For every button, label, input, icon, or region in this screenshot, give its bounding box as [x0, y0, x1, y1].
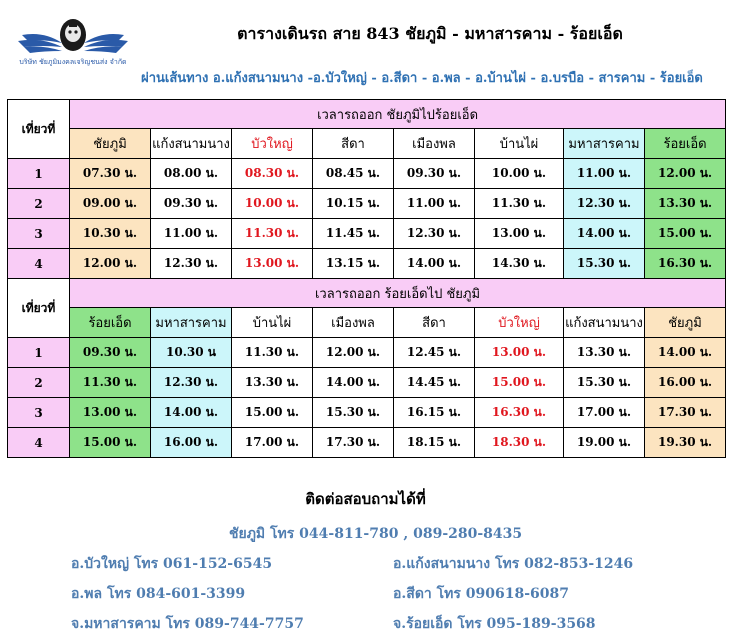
time-cell: 14.00 น. [645, 338, 726, 368]
time-cell: 15.00 น. [232, 398, 313, 428]
table-row [8, 368, 726, 398]
trip-number: 2 [8, 368, 70, 398]
table-row [8, 189, 726, 219]
time-cell: 08.45 น. [313, 159, 394, 189]
time-cell: 18.30 น. [475, 428, 564, 458]
stop-header: แก้งสนามนาง [564, 308, 645, 338]
trip-number: 4 [8, 428, 70, 458]
contact-left-3: จ.มหาสารคาม โทร 089-744-7757 [71, 616, 304, 632]
time-cell: 13.00 น. [232, 249, 313, 279]
stop-header: ชัยภูมิ [70, 129, 151, 159]
time-cell: 16.00 น. [151, 428, 232, 458]
trip-number: 1 [8, 159, 70, 189]
time-cell: 15.00 น. [70, 428, 151, 458]
time-cell: 15.30 น. [564, 368, 645, 398]
contact-main-phone: ชัยภูมิ โทร 044-811-780 , 089-280-8435 [229, 526, 523, 542]
table-row [8, 159, 726, 189]
time-cell: 11.30 น. [232, 219, 313, 249]
schedule-table [7, 99, 726, 458]
time-cell: 13.30 น. [232, 368, 313, 398]
time-cell: 11.00 น. [394, 189, 475, 219]
time-cell: 10.00 น. [475, 159, 564, 189]
time-cell: 10.30 น. [70, 219, 151, 249]
time-cell: 09.00 น. [70, 189, 151, 219]
time-cell: 19.00 น. [564, 428, 645, 458]
time-cell: 14.00 น. [313, 368, 394, 398]
time-cell: 12.00 น. [70, 249, 151, 279]
time-cell: 12.30 น. [151, 368, 232, 398]
time-cell: 14.30 น. [475, 249, 564, 279]
stop-header: บ้านไผ่ [475, 129, 564, 159]
time-cell: 17.30 น. [645, 398, 726, 428]
time-cell: 15.00 น. [645, 219, 726, 249]
time-cell: 10.30 น [151, 338, 232, 368]
time-cell: 14.45 น. [394, 368, 475, 398]
time-cell: 12.30 น. [394, 219, 475, 249]
time-cell: 13.00 น. [475, 219, 564, 249]
time-cell: 12.45 น. [394, 338, 475, 368]
outbound-heading: เวลารถออก ชัยภูมิไปร้อยเอ็ด [70, 100, 726, 129]
time-cell: 09.30 น. [151, 189, 232, 219]
contact-left-1: อ.บัวใหญ่ โทร 061-152-6545 [71, 556, 273, 572]
stop-header: แก้งสนามนาง [151, 129, 232, 159]
contact-left-2: อ.พล โทร 084-601-3399 [71, 586, 246, 602]
time-cell: 13.00 น. [475, 338, 564, 368]
table-row [8, 249, 726, 279]
stop-header: บัวใหญ่ [232, 129, 313, 159]
trip-number: 3 [8, 398, 70, 428]
stop-header: ร้อยเอ็ด [70, 308, 151, 338]
time-cell: 12.00 น. [645, 159, 726, 189]
time-cell: 08.30 น. [232, 159, 313, 189]
contact-right-1: อ.แก้งสนามนาง โทร 082-853-1246 [393, 556, 634, 572]
table-row [8, 219, 726, 249]
company-name-logo-text: บริษัท ชัยภูมิมงคลเจริญชนส่ง จำกัด [19, 58, 127, 66]
time-cell: 14.00 น. [564, 219, 645, 249]
time-cell: 17.00 น. [232, 428, 313, 458]
stop-header: สีดา [394, 308, 475, 338]
trip-column-header: เที่ยวที่ [8, 100, 70, 159]
stop-header: บัวใหญ่ [475, 308, 564, 338]
time-cell: 13.30 น. [645, 189, 726, 219]
time-cell: 07.30 น. [70, 159, 151, 189]
time-cell: 09.30 น. [70, 338, 151, 368]
time-cell: 11.30 น. [70, 368, 151, 398]
stop-header: มหาสารคาม [151, 308, 232, 338]
time-cell: 10.00 น. [232, 189, 313, 219]
time-cell: 12.30 น. [151, 249, 232, 279]
stop-header: ร้อยเอ็ด [645, 129, 726, 159]
table-row [8, 338, 726, 368]
time-cell: 11.45 น. [313, 219, 394, 249]
trip-number: 1 [8, 338, 70, 368]
stop-header: เมืองพล [394, 129, 475, 159]
time-cell: 11.00 น. [564, 159, 645, 189]
time-cell: 19.30 น. [645, 428, 726, 458]
time-cell: 18.15 น. [394, 428, 475, 458]
route-description: ผ่านเส้นทาง อ.แก้งสนามนาง -อ.บัวใหญ่ - อ.สีดา - อ.พล - อ.บ้านไผ่ - อ.บรบือ - สารคาม - ร้อยเอ็ด [141, 71, 703, 86]
time-cell: 11.00 น. [151, 219, 232, 249]
time-cell: 13.15 น. [313, 249, 394, 279]
time-cell: 16.30 น. [475, 398, 564, 428]
time-cell: 14.00 น. [394, 249, 475, 279]
contact-right-3: จ.ร้อยเอ็ด โทร 095-189-3568 [393, 616, 596, 632]
contact-heading: ติดต่อสอบถามได้ที่ [305, 490, 426, 508]
time-cell: 12.30 น. [564, 189, 645, 219]
time-cell: 15.30 น. [313, 398, 394, 428]
time-cell: 16.30 น. [645, 249, 726, 279]
time-cell: 16.00 น. [645, 368, 726, 398]
stop-header: บ้านไผ่ [232, 308, 313, 338]
inbound-heading: เวลารถออก ร้อยเอ็ดไป ชัยภูมิ [70, 279, 726, 308]
trip-number: 3 [8, 219, 70, 249]
stop-header: เมืองพล [313, 308, 394, 338]
time-cell: 12.00 น. [313, 338, 394, 368]
time-cell: 13.30 น. [564, 338, 645, 368]
contact-right-2: อ.สีดา โทร 090618-6087 [393, 586, 570, 602]
time-cell: 11.30 น. [232, 338, 313, 368]
page-title: ตารางเดินรถ สาย 843 ชัยภูมิ - มหาสารคาม - ร้อยเอ็ด [237, 24, 623, 43]
time-cell: 11.30 น. [475, 189, 564, 219]
time-cell: 15.30 น. [564, 249, 645, 279]
time-cell: 17.30 น. [313, 428, 394, 458]
time-cell: 13.00 น. [70, 398, 151, 428]
stop-header: มหาสารคาม [564, 129, 645, 159]
stop-header: ชัยภูมิ [645, 308, 726, 338]
time-cell: 15.00 น. [475, 368, 564, 398]
time-cell: 16.15 น. [394, 398, 475, 428]
trip-column-header: เที่ยวที่ [8, 279, 70, 338]
company-logo [14, 13, 132, 71]
time-cell: 10.15 น. [313, 189, 394, 219]
stop-header: สีดา [313, 129, 394, 159]
time-cell: 08.00 น. [151, 159, 232, 189]
trip-number: 4 [8, 249, 70, 279]
trip-number: 2 [8, 189, 70, 219]
time-cell: 17.00 น. [564, 398, 645, 428]
time-cell: 09.30 น. [394, 159, 475, 189]
table-row [8, 428, 726, 458]
time-cell: 14.00 น. [151, 398, 232, 428]
table-row [8, 398, 726, 428]
